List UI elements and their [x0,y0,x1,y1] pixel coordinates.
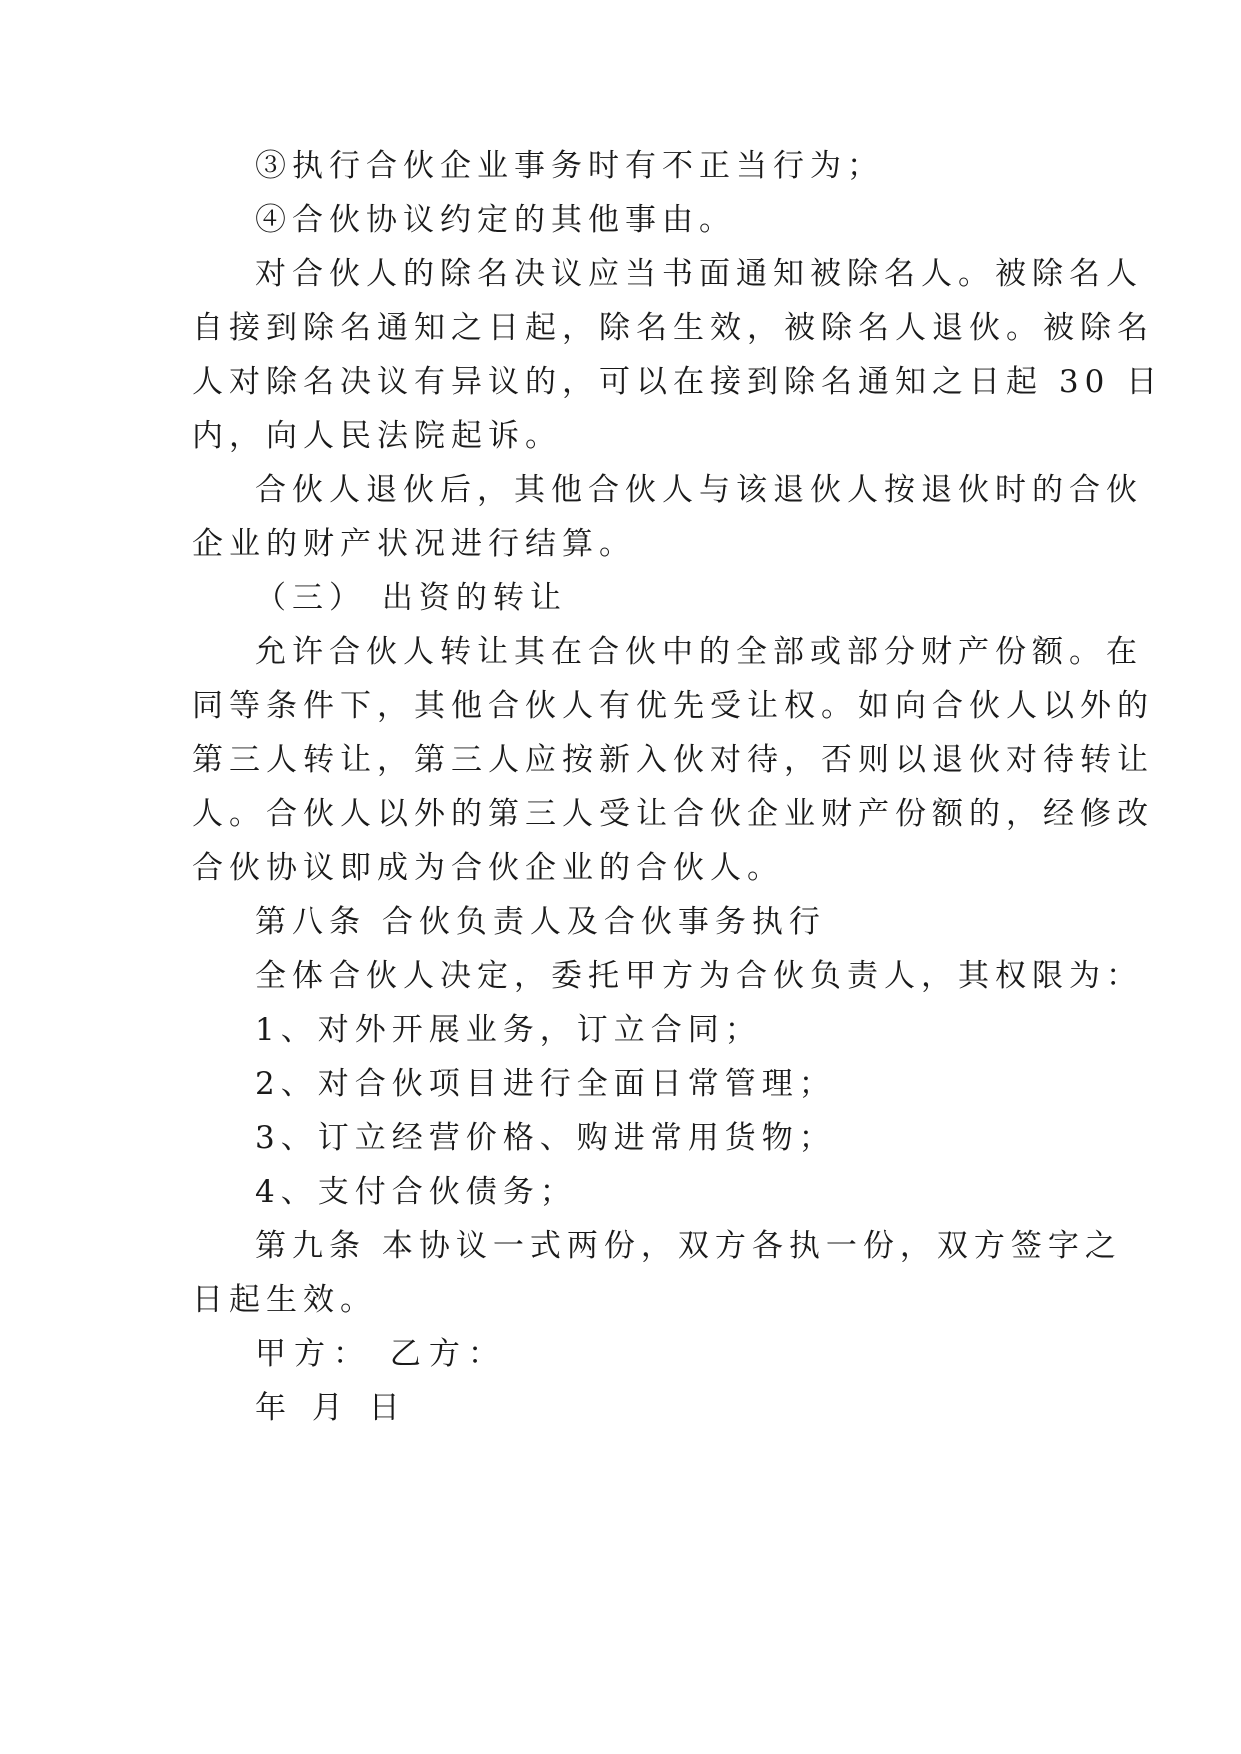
text-line: 人对除名决议有异议的，可以在接到除名通知之日起 30 日 [192,364,1164,400]
text-line: 同等条件下，其他合伙人有优先受让权。如向合伙人以外的 [192,688,1154,724]
text-line: 自接到除名通知之日起，除名生效，被除名人退伙。被除名 [192,310,1154,346]
text-line: ④合伙协议约定的其他事由。 [255,202,736,238]
text-line: 内，向人民法院起诉。 [192,418,562,454]
text-line: 人。合伙人以外的第三人受让合伙企业财产份额的，经修改 [192,796,1154,832]
article-nine: 第九条 本协议一式两份，双方各执一份，双方签字之 [255,1228,1122,1264]
article-eight-heading: 第八条 合伙负责人及合伙事务执行 [255,904,826,940]
text-line: 企业的财产状况进行结算。 [192,526,636,562]
paragraph-removal-notice: 对合伙人的除名决议应当书面通知被除名人。被除名人 [255,256,1143,292]
paragraph-transfer: 允许合伙人转让其在合伙中的全部或部分财产份额。在 [255,634,1143,670]
signature-parties: 甲方： 乙方： [255,1336,507,1372]
list-item: 1、对外开展业务，订立合同； [255,1012,762,1048]
paragraph-authority: 全体合伙人决定，委托甲方为合伙负责人，其权限为： [255,958,1143,994]
list-item: 4、支付合伙债务； [255,1174,577,1210]
text-line: 合伙协议即成为合伙企业的合伙人。 [192,850,784,886]
list-item: 3、订立经营价格、购进常用货物； [255,1120,836,1156]
signature-date: 年 月 日 [255,1390,408,1426]
paragraph-settlement: 合伙人退伙后，其他合伙人与该退伙人按退伙时的合伙 [255,472,1143,508]
text-line: 日起生效。 [192,1282,377,1318]
text-line: ③执行合伙企业事务时有不正当行为； [255,148,884,184]
text-line: 第三人转让，第三人应按新入伙对待，否则以退伙对待转让 [192,742,1154,778]
list-item: 2、对合伙项目进行全面日常管理； [255,1066,836,1102]
section-heading-transfer: （三） 出资的转让 [255,580,567,616]
